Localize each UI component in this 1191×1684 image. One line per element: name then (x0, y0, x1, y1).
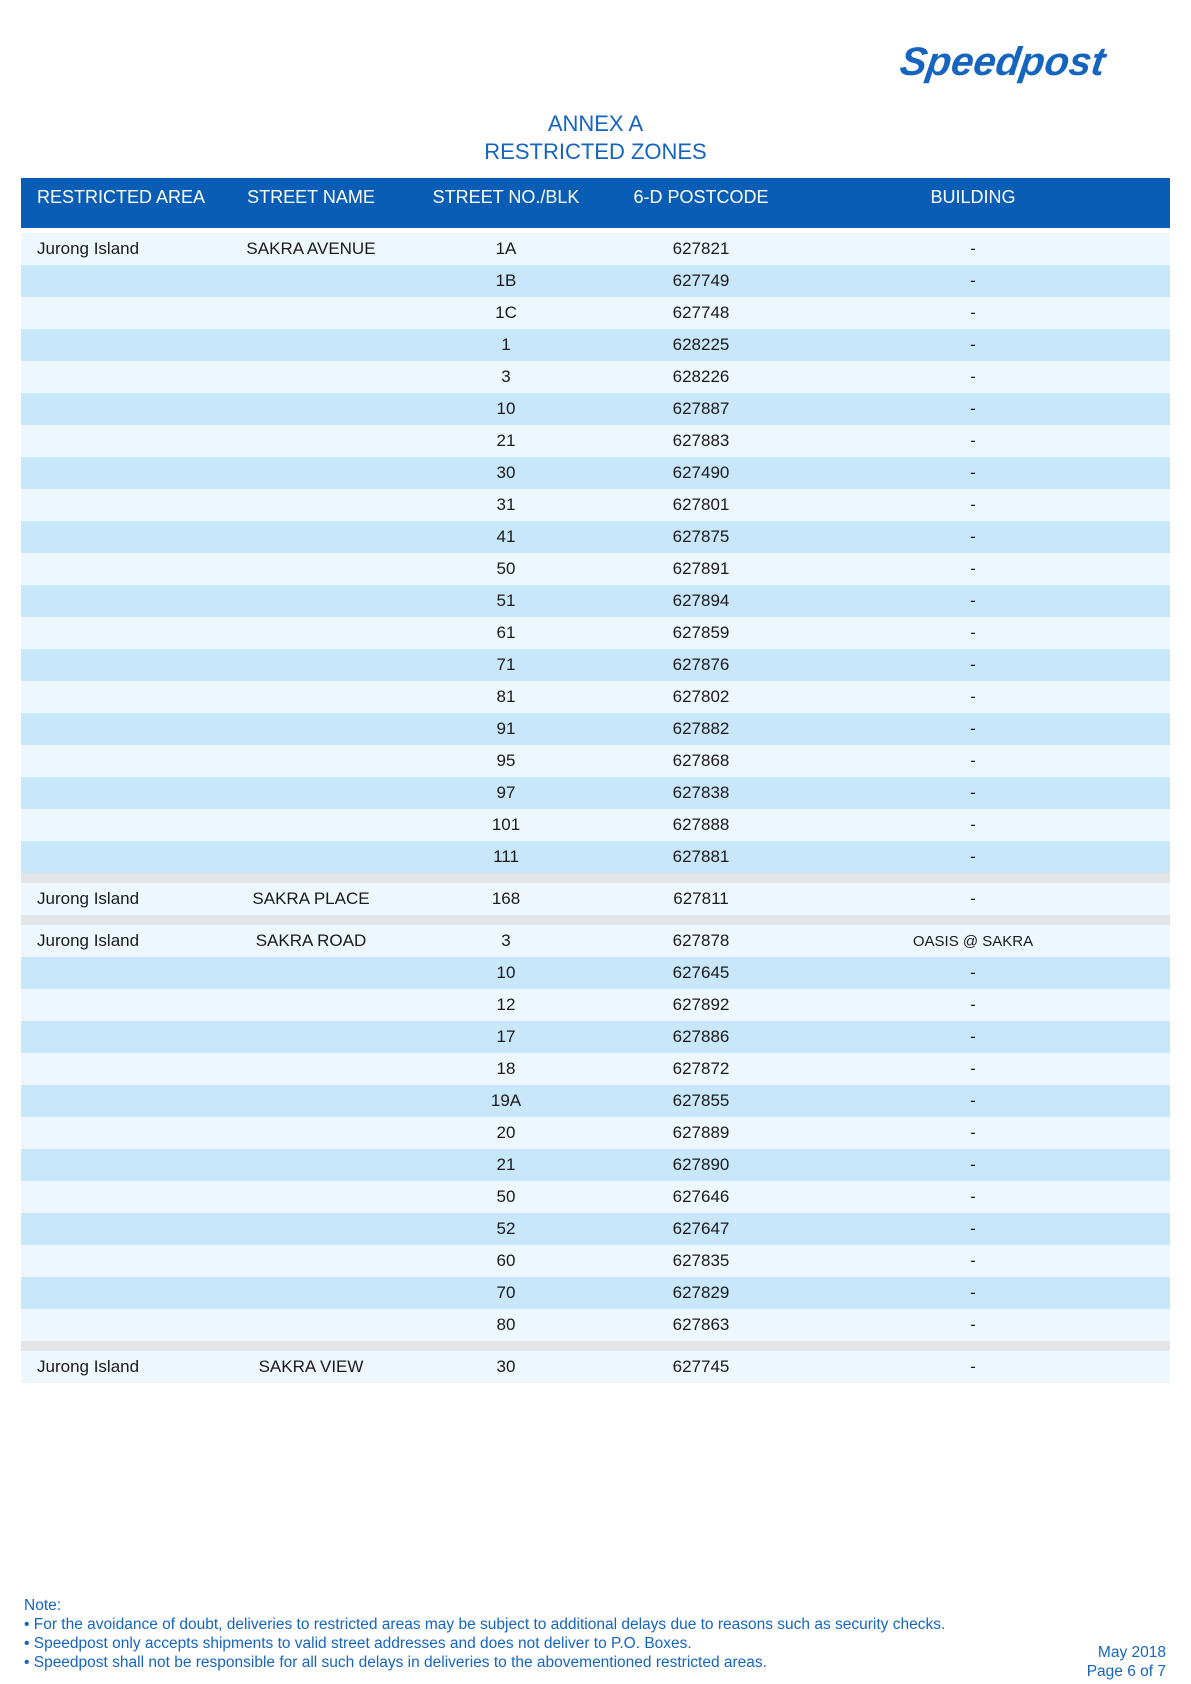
cell-building: - (970, 495, 976, 514)
cell-building: - (970, 335, 976, 354)
cell-street-no: 3 (501, 367, 511, 386)
cell-postcode: 627829 (672, 1283, 730, 1302)
cell-building: - (970, 271, 976, 290)
table-header (21, 178, 1170, 228)
group-separator (21, 873, 1170, 883)
cell-street-no: 61 (496, 623, 516, 642)
group-separator (21, 1341, 1170, 1351)
cell-building: - (970, 1219, 976, 1238)
cell-building: - (970, 591, 976, 610)
table-row (21, 297, 1170, 329)
cell-postcode: 627882 (672, 719, 730, 738)
cell-street-no: 3 (501, 931, 511, 950)
cell-building: - (970, 431, 976, 450)
cell-postcode: 627886 (672, 1027, 730, 1046)
table-row (21, 957, 1170, 989)
table-row (21, 329, 1170, 361)
table-row (21, 489, 1170, 521)
restricted-zones-table (21, 178, 1170, 1383)
cell-postcode: 627835 (672, 1251, 730, 1270)
cell-building: - (970, 1059, 976, 1078)
cell-postcode: 627647 (672, 1219, 730, 1238)
cell-street-no: 30 (496, 463, 516, 482)
cell-building: - (970, 1283, 976, 1302)
cell-postcode: 627801 (672, 495, 730, 514)
header-restricted-area: RESTRICTED AREA (37, 187, 206, 207)
cell-building: - (970, 559, 976, 578)
cell-building: - (970, 815, 976, 834)
table-row (21, 425, 1170, 457)
table-row (21, 233, 1170, 265)
cell-postcode: 627889 (672, 1123, 730, 1142)
group-separator (21, 915, 1170, 925)
cell-postcode: 627748 (672, 303, 730, 322)
cell-street-no: 17 (496, 1027, 516, 1046)
cell-postcode: 628226 (672, 367, 730, 386)
cell-building: - (970, 963, 976, 982)
cell-postcode: 627890 (672, 1155, 730, 1174)
cell-postcode: 627894 (672, 591, 730, 610)
cell-street-no: 91 (496, 719, 516, 738)
document-date: May 2018 (1097, 1644, 1166, 1661)
cell-postcode: 627887 (672, 399, 730, 418)
cell-street-no: 81 (496, 687, 516, 706)
cell-street-no: 10 (496, 399, 516, 418)
cell-street-no: 41 (496, 527, 516, 546)
cell-restricted-area: Jurong Island (37, 931, 140, 950)
cell-street-no: 12 (496, 995, 516, 1014)
cell-postcode: 627891 (672, 559, 730, 578)
table-row (21, 457, 1170, 489)
cell-street-no: 80 (496, 1315, 516, 1334)
cell-postcode: 627881 (672, 847, 730, 866)
cell-postcode: 627811 (673, 889, 729, 908)
cell-postcode: 627838 (672, 783, 730, 802)
table-row (21, 681, 1170, 713)
cell-postcode: 627878 (672, 931, 730, 950)
cell-postcode: 627646 (672, 1187, 730, 1206)
cell-street-no: 1A (495, 239, 517, 258)
table-row (21, 713, 1170, 745)
table-row (21, 745, 1170, 777)
cell-restricted-area: Jurong Island (37, 1357, 140, 1376)
cell-postcode: 627645 (672, 963, 730, 982)
speedpost-logo: Speedpost (897, 40, 1108, 84)
table-row (21, 1085, 1170, 1117)
cell-postcode: 627876 (672, 655, 730, 674)
table-row (21, 617, 1170, 649)
cell-street-no: 31 (496, 495, 516, 514)
cell-street-no: 18 (496, 1059, 516, 1078)
cell-street-no: 60 (496, 1251, 516, 1270)
cell-building: - (970, 463, 976, 482)
cell-postcode: 627875 (672, 527, 730, 546)
cell-building: - (970, 1027, 976, 1046)
table-row (21, 809, 1170, 841)
table-row (21, 989, 1170, 1021)
header-street-name: STREET NAME (247, 187, 375, 207)
cell-postcode: 627490 (672, 463, 730, 482)
cell-street-no: 21 (496, 431, 516, 450)
note-item: • Speedpost shall not be responsible for all such delays in deliveries to the abovementioned restricted areas. (24, 1654, 767, 1671)
annex-title: ANNEX A (547, 111, 644, 136)
header-postcode: 6-D POSTCODE (633, 187, 769, 207)
cell-building: - (970, 889, 976, 908)
cell-postcode: 627745 (672, 1357, 730, 1376)
table-row (21, 1245, 1170, 1277)
cell-postcode: 627855 (672, 1091, 730, 1110)
table-row (21, 1277, 1170, 1309)
cell-street-no: 70 (496, 1283, 516, 1302)
table-row (21, 1351, 1170, 1383)
header-building: BUILDING (930, 187, 1016, 207)
cell-street-no: 168 (491, 889, 521, 908)
cell-building: - (970, 239, 976, 258)
cell-postcode: 627821 (672, 239, 730, 258)
cell-street-no: 1C (495, 303, 517, 322)
table-row (21, 265, 1170, 297)
cell-street-no: 50 (496, 1187, 516, 1206)
table-row (21, 1309, 1170, 1341)
table-row (21, 841, 1170, 873)
cell-postcode: 628225 (672, 335, 730, 354)
cell-street-name: SAKRA VIEW (258, 1357, 364, 1376)
cell-street-no: 19A (490, 1091, 522, 1110)
table-row (21, 1053, 1170, 1085)
cell-street-no: 1B (495, 271, 517, 290)
table-row (21, 1213, 1170, 1245)
cell-building: - (970, 303, 976, 322)
cell-building: - (970, 623, 976, 642)
cell-postcode: 627888 (672, 815, 730, 834)
cell-street-no: 51 (496, 591, 516, 610)
cell-street-no: 20 (496, 1123, 516, 1142)
footer-notes (24, 1596, 945, 1672)
cell-street-name: SAKRA AVENUE (246, 239, 376, 258)
cell-building: - (970, 995, 976, 1014)
cell-street-no: 111 (493, 847, 519, 866)
table-row (21, 1181, 1170, 1213)
table-row (21, 521, 1170, 553)
cell-building: - (970, 367, 976, 386)
cell-building: - (970, 399, 976, 418)
table-row (21, 883, 1170, 915)
cell-building: - (970, 1091, 976, 1110)
page-number: Page 6 of 7 (1086, 1663, 1166, 1680)
cell-postcode: 627802 (672, 687, 730, 706)
cell-postcode: 627868 (672, 751, 730, 770)
table-row (21, 1149, 1170, 1181)
cell-building: - (970, 1315, 976, 1334)
cell-postcode: 627883 (672, 431, 730, 450)
cell-building: - (970, 1251, 976, 1270)
table-body (21, 228, 1170, 1383)
cell-street-no: 10 (496, 963, 516, 982)
cell-street-no: 97 (496, 783, 516, 802)
cell-postcode: 627863 (672, 1315, 730, 1334)
table-row (21, 925, 1170, 957)
cell-building: - (970, 1357, 976, 1376)
cell-restricted-area: Jurong Island (37, 239, 140, 258)
cell-street-no: 1 (501, 335, 511, 354)
cell-building: OASIS @ SAKRA (912, 932, 1034, 950)
table-row (21, 1021, 1170, 1053)
page-info (1087, 1643, 1166, 1681)
cell-restricted-area: Jurong Island (37, 889, 140, 908)
cell-street-no: 95 (496, 751, 516, 770)
cell-building: - (970, 655, 976, 674)
cell-postcode: 627749 (672, 271, 730, 290)
cell-building: - (970, 719, 976, 738)
table-row (21, 361, 1170, 393)
cell-building: - (970, 751, 976, 770)
cell-building: - (970, 1123, 976, 1142)
cell-building: - (970, 527, 976, 546)
cell-postcode: 627859 (672, 623, 730, 642)
cell-street-no: 50 (496, 559, 516, 578)
cell-building: - (970, 783, 976, 802)
table-row (21, 393, 1170, 425)
cell-street-no: 52 (496, 1219, 516, 1238)
table-row (21, 553, 1170, 585)
cell-street-name: SAKRA ROAD (255, 931, 367, 950)
cell-street-name: SAKRA PLACE (252, 889, 370, 908)
note-item: • For the avoidance of doubt, deliveries to restricted areas may be subject to additional delays due to reasons such as security checks. (24, 1616, 946, 1633)
table-row (21, 777, 1170, 809)
table-row (21, 1117, 1170, 1149)
cell-building: - (970, 1155, 976, 1174)
note-label: Note: (24, 1597, 62, 1614)
cell-postcode: 627872 (672, 1059, 730, 1078)
cell-street-no: 21 (496, 1155, 516, 1174)
cell-building: - (970, 687, 976, 706)
cell-building: - (970, 847, 976, 866)
annex-subtitle: RESTRICTED ZONES (484, 139, 707, 164)
cell-street-no: 71 (496, 655, 516, 674)
note-item: • Speedpost only accepts shipments to valid street addresses and does not deliver to P.O. Boxes. (24, 1635, 692, 1652)
cell-street-no: 101 (491, 815, 521, 834)
table-row (21, 649, 1170, 681)
table-row (21, 585, 1170, 617)
header-street-no: STREET NO./BLK (432, 187, 580, 207)
cell-street-no: 30 (496, 1357, 516, 1376)
cell-postcode: 627892 (672, 995, 730, 1014)
cell-building: - (970, 1187, 976, 1206)
